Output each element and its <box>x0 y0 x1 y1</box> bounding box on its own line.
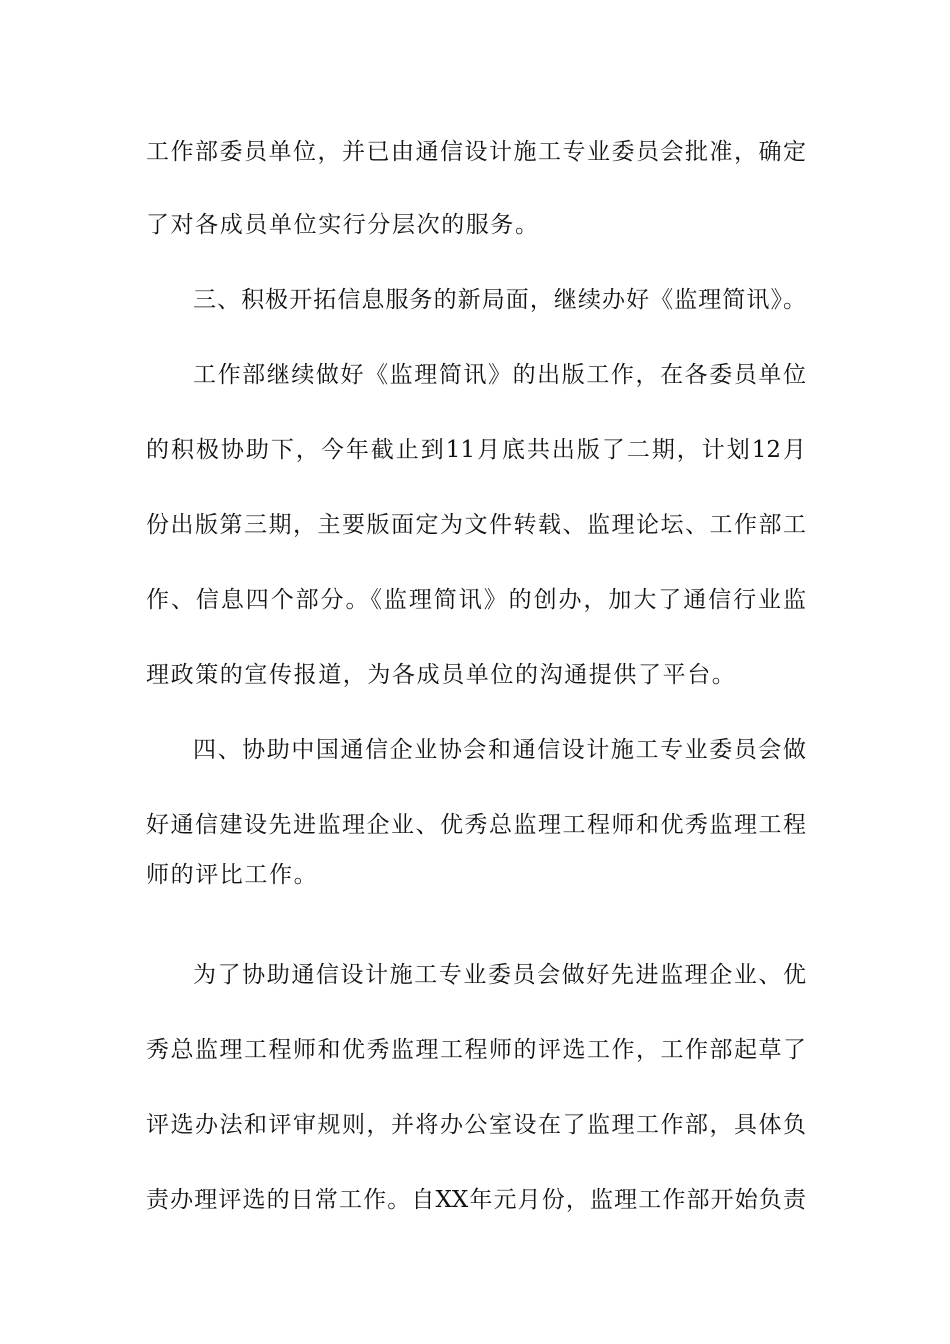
paragraph-line: 工作部委员单位，并已由通信设计施工专业委员会批准，确定 <box>146 139 806 165</box>
paragraph-line: 份出版第三期，主要版面定为文件转载、监理论坛、工作部工 <box>146 512 806 538</box>
paragraph-line: 了对各成员单位实行分层次的服务。 <box>146 212 540 238</box>
paragraph-line: 责办理评选的日常工作。自XX年元月份，监理工作部开始负责 <box>146 1187 806 1213</box>
paragraph-line: 工作部继续做好《监理简讯》的出版工作，在各委员单位 <box>193 362 806 388</box>
section-heading-line: 师的评比工作。 <box>146 862 319 888</box>
paragraph-line: 作、信息四个部分。《监理简讯》的创办，加大了通信行业监 <box>146 587 806 613</box>
section-heading: 四、协助中国通信企业协会和通信设计施工专业委员会做 <box>193 737 806 763</box>
paragraph-line: 为了协助通信设计施工专业委员会做好先进监理企业、优 <box>193 962 806 988</box>
paragraph-line: 理政策的宣传报道，为各成员单位的沟通提供了平台。 <box>146 662 737 688</box>
paragraph-line: 评选办法和评审规则，并将办公室设在了监理工作部，具体负 <box>146 1112 806 1138</box>
section-heading: 三、积极开拓信息服务的新局面，继续办好《监理简讯》。 <box>193 287 806 313</box>
paragraph-line: 秀总监理工程师和优秀监理工程师的评选工作，工作部起草了 <box>146 1037 806 1063</box>
paragraph-line: 的积极协助下，今年截止到11月底共出版了二期，计划12月 <box>146 437 806 463</box>
section-heading-line: 好通信建设先进监理企业、优秀总监理工程师和优秀监理工程 <box>146 812 806 838</box>
